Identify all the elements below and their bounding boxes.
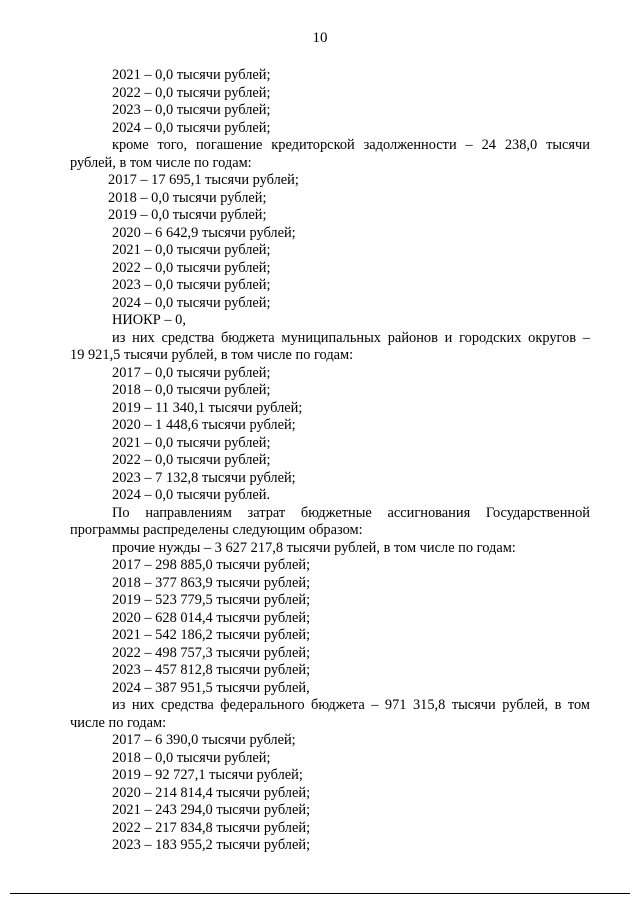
document-body bbox=[70, 67, 590, 855]
document-line: 2022 – 0,0 тысячи рублей; bbox=[112, 259, 271, 276]
document-line: 2017 – 298 885,0 тысячи рублей; bbox=[112, 557, 311, 573]
document-line: 2018 – 0,0 тысячи рублей; bbox=[112, 382, 271, 398]
page-number: 10 bbox=[312, 30, 328, 46]
document-line: прочие нужды – 3 627 217,8 тысячи рублей, в том числе по годам: bbox=[112, 539, 516, 556]
document-line: 2021 – 0,0 тысячи рублей; bbox=[112, 434, 271, 451]
document-line: 2022 – 0,0 тысячи рублей; bbox=[112, 84, 271, 101]
document-line: 2018 – 0,0 тысячи рублей; bbox=[112, 749, 271, 766]
document-line: 2022 – 498 757,3 тысячи рублей; bbox=[112, 644, 311, 661]
document-line: 2024 – 0,0 тысячи рублей; bbox=[112, 119, 271, 136]
document-line: 2017 – 6 390,0 тысячи рублей; bbox=[112, 732, 296, 748]
document-line: 2024 – 0,0 тысячи рублей. bbox=[112, 487, 271, 503]
document-line: из них средства федерального бюджета – 971 315,8 тысячи рублей, в том bbox=[112, 697, 590, 713]
document-line: 2023 – 0,0 тысячи рублей; bbox=[112, 277, 271, 293]
document-line: 2018 – 0,0 тысячи рублей; bbox=[108, 189, 267, 206]
document-line: 2021 – 243 294,0 тысячи рублей; bbox=[112, 802, 311, 818]
document-line: кроме того, погашение кредиторской задолженности – 24 238,0 тысячи bbox=[112, 137, 590, 153]
document-line: 2017 – 17 695,1 тысячи рублей; bbox=[108, 172, 299, 188]
document-line: 2023 – 183 955,2 тысячи рублей; bbox=[112, 837, 311, 853]
document-line: 2019 – 0,0 тысячи рублей; bbox=[108, 207, 267, 223]
document-line: 2018 – 377 863,9 тысячи рублей; bbox=[112, 574, 311, 591]
document-line: НИОКР – 0, bbox=[112, 312, 186, 328]
document-line: По направлениям затрат бюджетные ассигнования Государственной bbox=[112, 504, 590, 521]
document-line: 2020 – 1 448,6 тысячи рублей; bbox=[112, 417, 296, 433]
document-line: 2019 – 523 779,5 тысячи рублей; bbox=[112, 592, 311, 608]
document-line: 2019 – 92 727,1 тысячи рублей; bbox=[112, 767, 303, 783]
document-line: 2023 – 7 132,8 тысячи рублей; bbox=[112, 469, 296, 486]
document-line: программы распределены следующим образом: bbox=[70, 522, 363, 538]
document-line: 2020 – 628 014,4 тысячи рублей; bbox=[112, 609, 311, 626]
document-line: 2021 – 0,0 тысячи рублей; bbox=[112, 242, 271, 258]
document-line: 2024 – 0,0 тысячи рублей; bbox=[112, 294, 271, 311]
document-line: 2023 – 0,0 тысячи рублей; bbox=[112, 102, 271, 118]
page-bottom-rule bbox=[10, 893, 630, 894]
document-line: 2019 – 11 340,1 тысячи рублей; bbox=[112, 399, 303, 416]
document-line: 19 921,5 тысячи рублей, в том числе по годам: bbox=[70, 347, 354, 363]
document-line: 2023 – 457 812,8 тысячи рублей; bbox=[112, 662, 311, 678]
document-line: 2024 – 387 951,5 тысячи рублей, bbox=[112, 679, 310, 696]
document-line: 2020 – 214 814,4 тысячи рублей; bbox=[112, 784, 311, 801]
document-line: из них средства бюджета муниципальных районов и городских округов – bbox=[112, 329, 590, 346]
document-line: 2022 – 217 834,8 тысячи рублей; bbox=[112, 819, 311, 836]
document-line: 2020 – 6 642,9 тысячи рублей; bbox=[112, 224, 296, 241]
document-line: числе по годам: bbox=[70, 714, 167, 731]
document-line: 2021 – 542 186,2 тысячи рублей; bbox=[112, 627, 311, 643]
document-line: 2021 – 0,0 тысячи рублей; bbox=[112, 67, 271, 83]
document-line: рублей, в том числе по годам: bbox=[70, 154, 252, 171]
document-line: 2022 – 0,0 тысячи рублей; bbox=[112, 452, 271, 468]
document-line: 2017 – 0,0 тысячи рублей; bbox=[112, 364, 271, 381]
